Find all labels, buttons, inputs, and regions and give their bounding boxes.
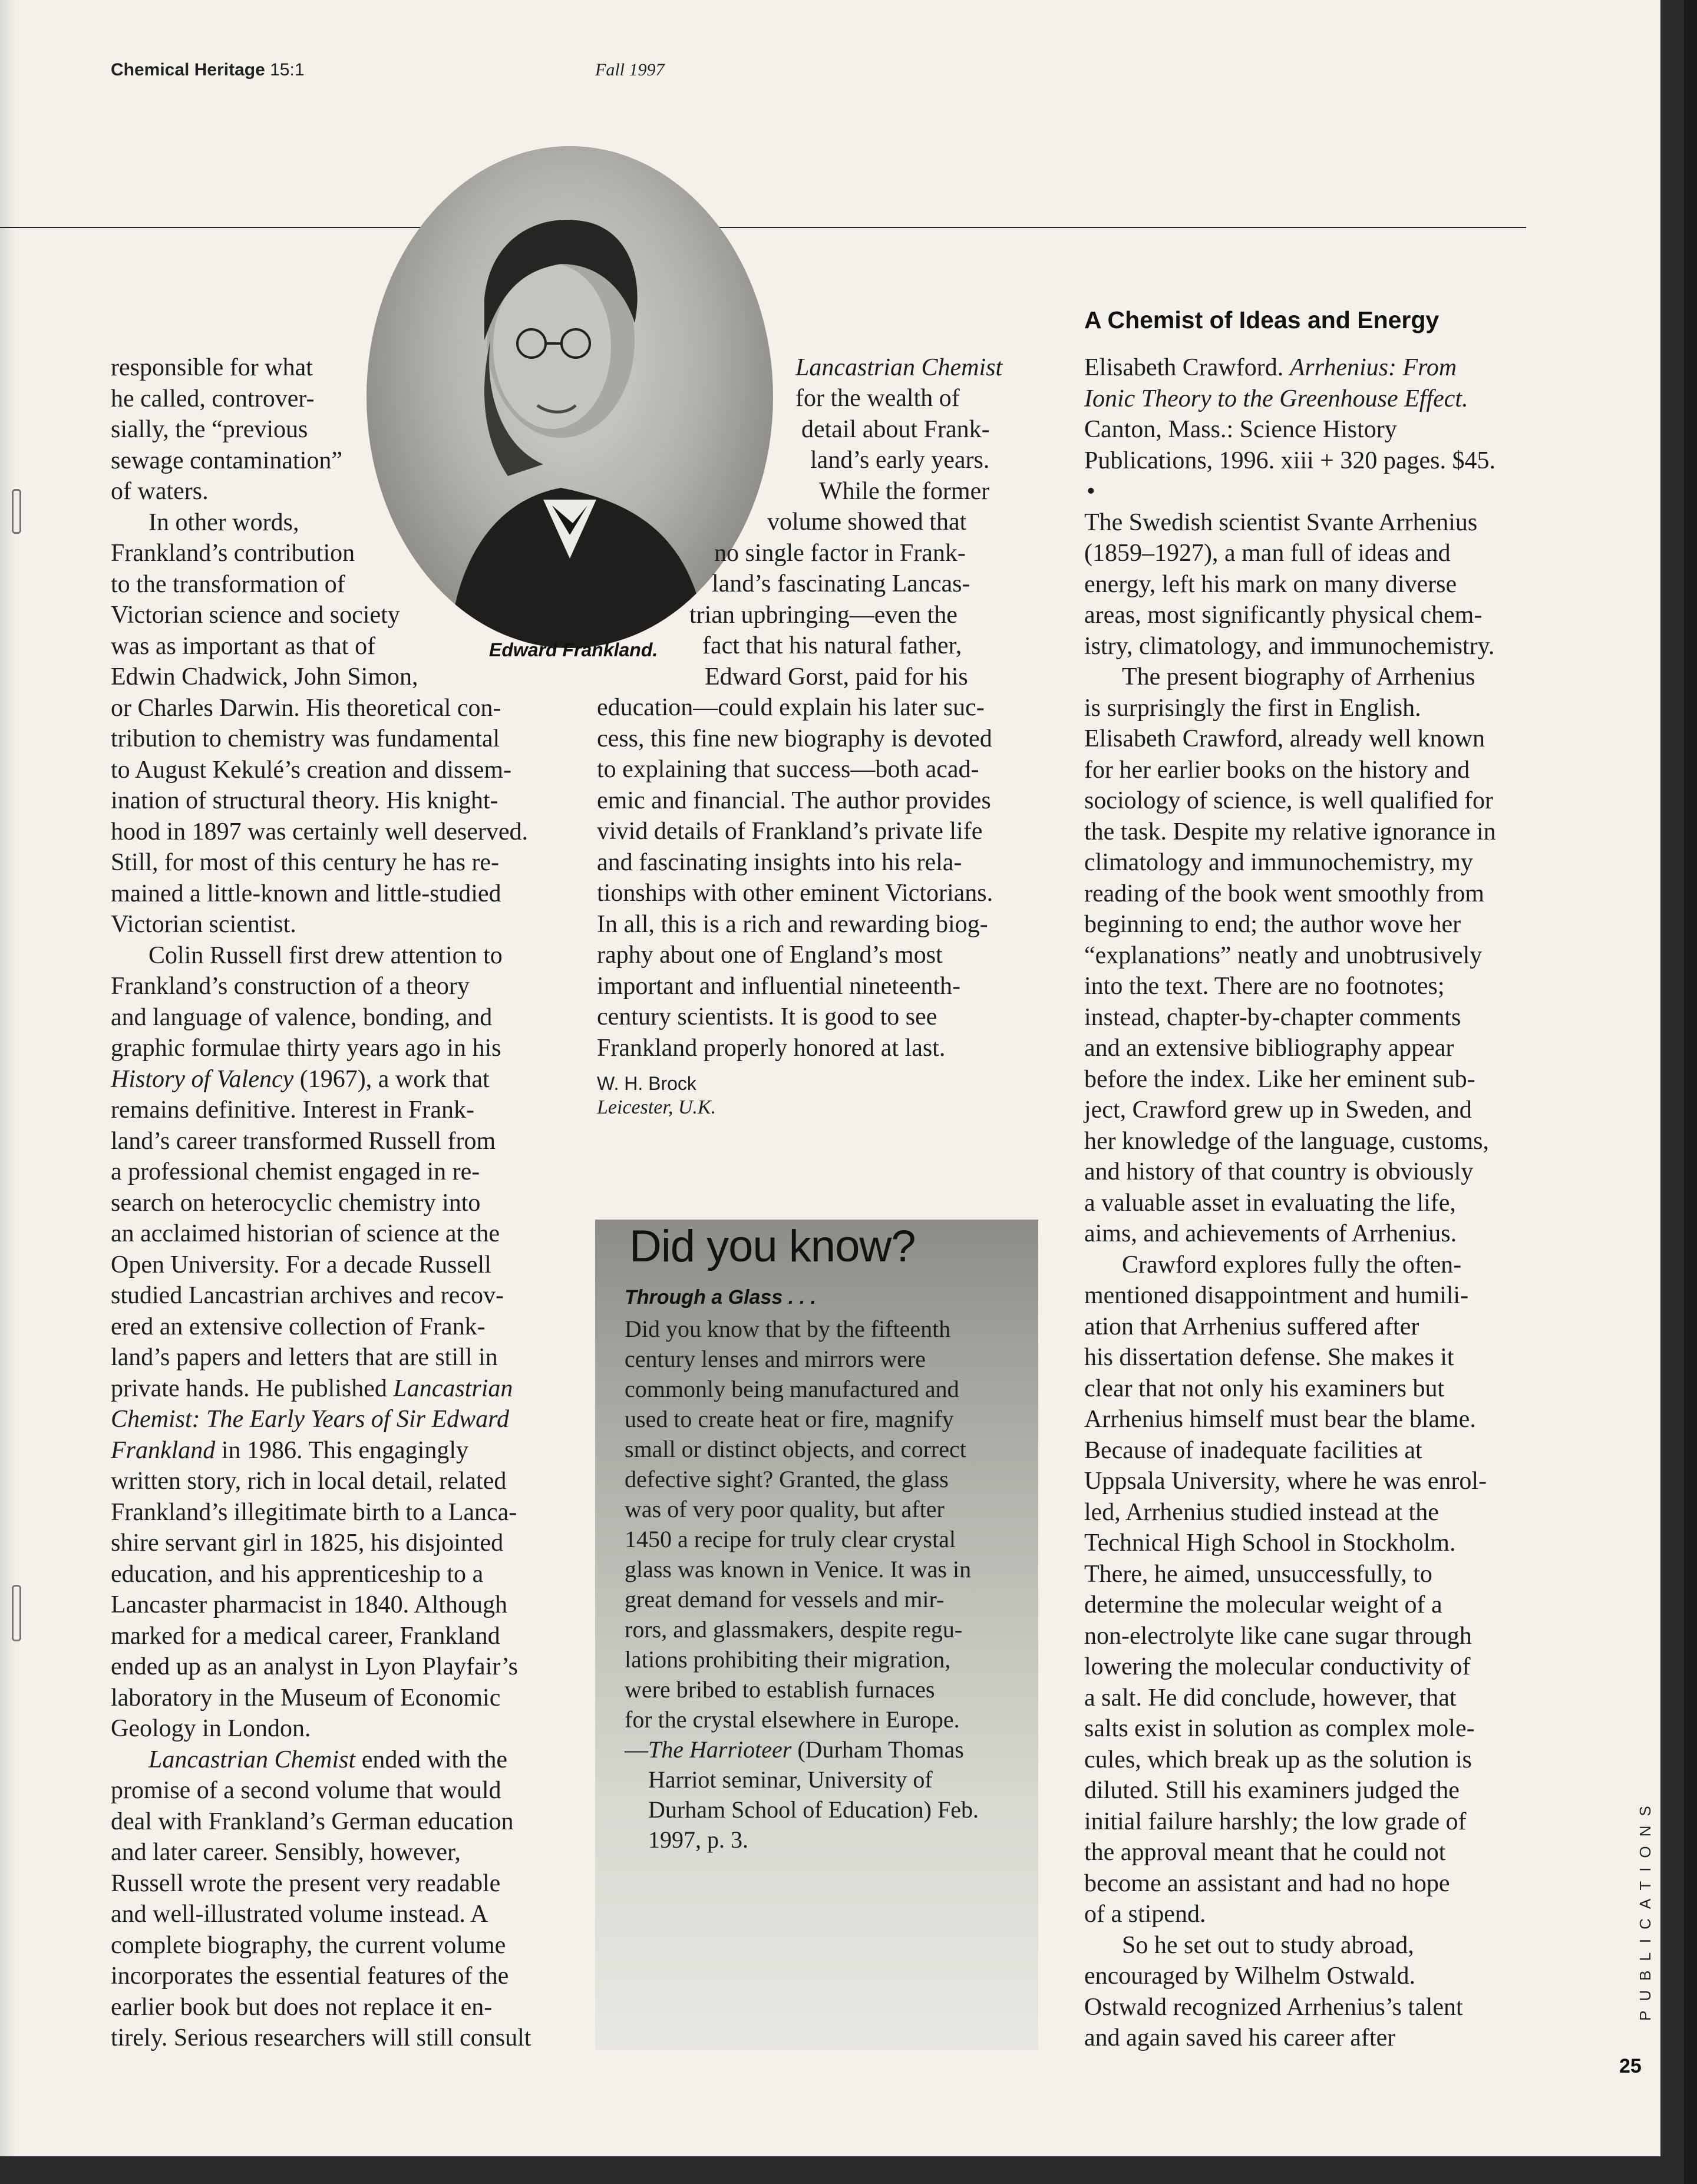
- section-label: PUBLICATIONS: [1636, 1796, 1654, 2021]
- text-line: and language of valence, bonding, and: [111, 1003, 493, 1031]
- text-line: mentioned disappointment and humili-: [1084, 1282, 1469, 1309]
- text-line: Lancastrian Chemist: [795, 354, 1003, 381]
- text-line: Victorian science and society: [111, 602, 400, 629]
- text-line: for the crystal elsewhere in Europe.: [625, 1706, 960, 1733]
- column-2: [597, 692, 993, 1120]
- text-line: education—could explain his later suc-: [597, 694, 985, 721]
- text-line: The present biography of Arrhenius: [1122, 663, 1475, 690]
- text-line: detail about Frank-: [801, 416, 990, 443]
- did-you-know-title: Did you know?: [629, 1221, 916, 1271]
- text-line: sially, the “previous: [111, 416, 308, 443]
- text-line: Lancastrian Chemist ended with the: [148, 1746, 507, 1773]
- text-line: Edward Gorst, paid for his: [705, 663, 968, 690]
- text-line: to August Kekulé’s creation and dissem-: [111, 756, 512, 784]
- text-line: the task. Despite my relative ignorance in: [1084, 818, 1496, 845]
- text-line: of waters.: [111, 478, 209, 505]
- text-line: istry, climatology, and immunochemistry.: [1084, 632, 1495, 660]
- text-line: “explanations” neatly and unobtrusively: [1084, 941, 1483, 969]
- text-line: promise of a second volume that would: [111, 1777, 501, 1804]
- text-line: laboratory in the Museum of Economic: [111, 1684, 501, 1711]
- text-line: education, and his apprenticeship to a: [111, 1560, 484, 1588]
- text-line: defective sight? Granted, the glass: [625, 1466, 949, 1492]
- text-line: or Charles Darwin. His theoretical con-: [111, 694, 501, 722]
- text-line: ended up as an analyst in Lyon Playfair’s: [111, 1653, 518, 1680]
- text-line: mained a little-known and little-studied: [111, 880, 501, 907]
- text-line: private hands. He published Lancastrian: [111, 1375, 513, 1402]
- text-line: Because of inadequate facilities at: [1084, 1436, 1422, 1464]
- text-line: ination of structural theory. His knight-: [111, 787, 498, 814]
- text-line: determine the molecular weight of a: [1084, 1591, 1442, 1618]
- text-line: While the former: [819, 478, 990, 505]
- text-line: century scientists. It is good to see: [597, 1003, 937, 1030]
- column-3: [1084, 352, 1496, 2054]
- text-line: instead, chapter-by-chapter comments: [1084, 1003, 1461, 1031]
- text-line: lowering the molecular conductivity of: [1084, 1653, 1471, 1680]
- text-line: was as important as that of: [111, 632, 376, 660]
- text-line: Technical High School in Stockholm.: [1084, 1529, 1456, 1557]
- text-line: sociology of science, is well qualified for: [1084, 787, 1493, 814]
- text-line: and fascinating insights into his rela-: [597, 848, 962, 876]
- text-line: volume showed that: [767, 508, 967, 536]
- binding-edge: [1684, 0, 1697, 2184]
- text-line: Durham School of Education) Feb.: [648, 1796, 979, 1823]
- text-line: sewage contamination”: [111, 447, 343, 474]
- text-line: encouraged by Wilhelm Ostwald.: [1084, 1962, 1416, 1990]
- text-line: Uppsala University, where he was enrol-: [1084, 1468, 1487, 1495]
- did-you-know-body: [625, 1314, 979, 1855]
- text-line: Harriot seminar, University of: [648, 1766, 933, 1793]
- text-line: was of very poor quality, but after: [625, 1496, 945, 1522]
- text-line: search on heterocyclic chemistry into: [111, 1189, 481, 1217]
- reviewer-name: W. H. Brock: [597, 1073, 696, 1094]
- text-line: There, he aimed, unsuccessfully, to: [1084, 1560, 1432, 1588]
- text-line: ject, Crawford grew up in Sweden, and: [1084, 1096, 1472, 1124]
- staple-mark: [12, 489, 21, 534]
- text-line: Ostwald recognized Arrhenius’s talent: [1084, 1993, 1463, 2021]
- text-line: areas, most significantly physical chem-: [1084, 602, 1483, 629]
- text-line: and well-illustrated volume instead. A: [111, 1901, 488, 1928]
- text-line: Frankland’s contribution: [111, 540, 355, 567]
- text-line: shire servant girl in 1825, his disjointed: [111, 1529, 504, 1557]
- text-line: land’s papers and letters that are still in: [111, 1344, 498, 1371]
- text-line: of a stipend.: [1084, 1901, 1206, 1928]
- text-line: In other words,: [148, 508, 299, 536]
- text-line: become an assistant and had no hope: [1084, 1869, 1450, 1897]
- text-line: is surprisingly the first in English.: [1084, 694, 1421, 722]
- text-line: tirely. Serious researchers will still consult: [111, 2024, 531, 2051]
- text-line: to the transformation of: [111, 570, 345, 598]
- text-line: Chemist: The Early Years of Sir Edward: [111, 1406, 509, 1433]
- text-line: for the wealth of: [795, 385, 960, 412]
- text-line: Lancaster pharmacist in 1840. Although: [111, 1591, 508, 1618]
- text-line: initial failure harshly; the low grade of: [1084, 1808, 1467, 1835]
- text-line: energy, left his mark on many diverse: [1084, 570, 1457, 598]
- text-line: Elisabeth Crawford. Arrhenius: From: [1084, 354, 1457, 381]
- text-line: cess, this fine new biography is devoted: [597, 725, 992, 752]
- text-line: emic and financial. The author provides: [597, 787, 991, 814]
- text-line: before the index. Like her eminent sub-: [1084, 1065, 1475, 1093]
- text-line: ered an extensive collection of Frank-: [111, 1313, 486, 1340]
- text-line: marked for a medical career, Frankland: [111, 1622, 500, 1650]
- text-line: Crawford explores fully the often-: [1122, 1251, 1462, 1278]
- text-line: Open University. For a decade Russell: [111, 1251, 491, 1278]
- text-line: incorporates the essential features of the: [111, 1962, 509, 1990]
- text-line: climatology and immunochemistry, my: [1084, 849, 1473, 876]
- text-line: In all, this is a rich and rewarding biog-: [597, 910, 988, 938]
- reviewer-location: Leicester, U.K.: [597, 1096, 717, 1118]
- text-line: complete biography, the current volume: [111, 1931, 506, 1959]
- text-line: for her earlier books on the history and: [1084, 756, 1470, 784]
- text-line: century lenses and mirrors were: [625, 1346, 926, 1372]
- text-line: responsible for what: [111, 354, 313, 381]
- text-line: earlier book but does not replace it en-: [111, 1993, 493, 2021]
- text-line: tionships with other eminent Victorians.: [597, 880, 993, 907]
- text-line: land’s career transformed Russell from: [111, 1127, 496, 1155]
- running-header-journal: [111, 60, 305, 80]
- text-line: —The Harrioteer (Durham Thomas: [625, 1736, 964, 1763]
- portrait-caption: Edward Frankland.: [489, 639, 658, 660]
- text-line: Frankland properly honored at last.: [597, 1034, 946, 1062]
- text-line: ation that Arrhenius suffered after: [1084, 1313, 1419, 1340]
- text-line: a valuable asset in evaluating the life,: [1084, 1189, 1456, 1217]
- text-line: an acclaimed historian of science at the: [111, 1220, 500, 1247]
- text-line: important and influential nineteenth-: [597, 972, 960, 1000]
- text-line: and later career. Sensibly, however,: [111, 1839, 461, 1866]
- text-line: cules, which break up as the solution is: [1084, 1746, 1472, 1773]
- text-line: Frankland in 1986. This engagingly: [111, 1436, 469, 1464]
- text-line: vivid details of Frankland’s private life: [597, 818, 983, 845]
- text-line: reading of the book went smoothly from: [1084, 880, 1484, 907]
- binding-shadow: [0, 0, 16, 2156]
- text-line: rors, and glassmakers, despite regu-: [625, 1616, 963, 1643]
- text-line: great demand for vessels and mir-: [625, 1586, 945, 1613]
- text-line: clear that not only his examiners but: [1084, 1375, 1445, 1402]
- text-line: lations prohibiting their migration,: [625, 1646, 951, 1673]
- bullet-separator: •: [1087, 478, 1095, 505]
- did-you-know-box: [595, 1220, 1038, 2050]
- text-line: Russell wrote the present very readable: [111, 1869, 501, 1897]
- text-line: no single factor in Frank-: [714, 540, 966, 567]
- text-line: he called, controver-: [111, 385, 315, 412]
- text-line: Elisabeth Crawford, already well known: [1084, 725, 1485, 752]
- text-line: diluted. Still his examiners judged the: [1084, 1777, 1460, 1804]
- text-line: Geology in London.: [111, 1715, 311, 1742]
- text-line: raphy about one of England’s most: [597, 941, 943, 969]
- text-line: fact that his natural father,: [702, 632, 962, 659]
- text-line: written story, rich in local detail, related: [111, 1468, 507, 1495]
- text-line: a professional chemist engaged in re-: [111, 1158, 480, 1185]
- review-title: A Chemist of Ideas and Energy: [1084, 306, 1440, 333]
- text-line: Arrhenius himself must bear the blame.: [1084, 1406, 1476, 1433]
- text-line: into the text. There are no footnotes;: [1084, 973, 1445, 1000]
- text-line: Frankland’s construction of a theory: [111, 973, 470, 1000]
- text-line: used to create heat or fire, magnify: [625, 1406, 954, 1432]
- journal-name: Chemical Heritage: [111, 60, 265, 80]
- text-line: Canton, Mass.: Science History: [1084, 416, 1397, 443]
- text-line: non-electrolyte like cane sugar through: [1084, 1622, 1472, 1650]
- staple-mark: [12, 1585, 21, 1641]
- text-line: salts exist in solution as complex mole-: [1084, 1715, 1475, 1742]
- text-line: land’s fascinating Lancas-: [712, 570, 970, 597]
- text-line: Edwin Chadwick, John Simon,: [111, 663, 418, 690]
- text-line: remains definitive. Interest in Frank-: [111, 1096, 474, 1124]
- text-line: and an extensive bibliography appear: [1084, 1035, 1454, 1062]
- text-line: land’s early years.: [810, 447, 990, 474]
- text-line: Still, for most of this century he has re-: [111, 849, 500, 876]
- text-line: aims, and achievements of Arrhenius.: [1084, 1220, 1457, 1247]
- text-line: small or distinct objects, and correct: [625, 1436, 966, 1462]
- text-line: were bribed to establish furnaces: [625, 1676, 935, 1703]
- text-line: Publications, 1996. xiii + 320 pages. $45.: [1084, 447, 1495, 474]
- text-line: trian upbringing—even the: [689, 602, 958, 629]
- text-line: graphic formulae thirty years ago in his: [111, 1035, 501, 1062]
- text-line: beginning to end; the author wove her: [1084, 911, 1461, 938]
- text-line: So he set out to study abroad,: [1122, 1931, 1414, 1959]
- text-line: Colin Russell first drew attention to: [148, 941, 503, 969]
- text-line: to explaining that success—both acad-: [597, 756, 979, 783]
- text-line: the approval meant that he could not: [1084, 1839, 1446, 1866]
- text-line: Victorian scientist.: [111, 911, 296, 938]
- text-line: his dissertation defense. She makes it: [1084, 1344, 1454, 1371]
- text-line: glass was known in Venice. It was in: [625, 1556, 972, 1582]
- text-line: her knowledge of the language, customs,: [1084, 1127, 1489, 1155]
- text-line: commonly being manufactured and: [625, 1376, 959, 1402]
- text-line: The Swedish scientist Svante Arrhenius: [1084, 508, 1478, 536]
- text-line: deal with Frankland’s German education: [111, 1808, 514, 1835]
- text-line: hood in 1897 was certainly well deserved.: [111, 818, 528, 845]
- text-line: tribution to chemistry was fundamental: [111, 725, 500, 752]
- running-header-date: Fall 1997: [595, 60, 665, 80]
- text-line: led, Arrhenius studied instead at the: [1084, 1498, 1439, 1526]
- text-line: History of Valency (1967), a work that: [111, 1065, 490, 1093]
- text-line: Frankland’s illegitimate birth to a Lanca-: [111, 1498, 517, 1526]
- issue-number: 15:1: [270, 60, 305, 80]
- text-line: (1859–1927), a man full of ideas and: [1084, 540, 1451, 567]
- header-rule: [0, 227, 1526, 228]
- text-line: Ionic Theory to the Greenhouse Effect.: [1084, 385, 1468, 412]
- did-you-know-subtitle: Through a Glass . . .: [625, 1286, 816, 1309]
- text-line: studied Lancastrian archives and recov-: [111, 1282, 504, 1309]
- text-line: and again saved his career after: [1084, 2024, 1396, 2051]
- text-line: 1997, p. 3.: [648, 1826, 748, 1853]
- page-number: 25: [1619, 2055, 1642, 2077]
- text-line: 1450 a recipe for truly clear crystal: [625, 1526, 956, 1552]
- text-line: Did you know that by the fifteenth: [625, 1316, 951, 1342]
- text-line: and history of that country is obviously: [1084, 1158, 1474, 1185]
- column-1: [111, 352, 531, 2054]
- text-line: a salt. He did conclude, however, that: [1084, 1684, 1457, 1711]
